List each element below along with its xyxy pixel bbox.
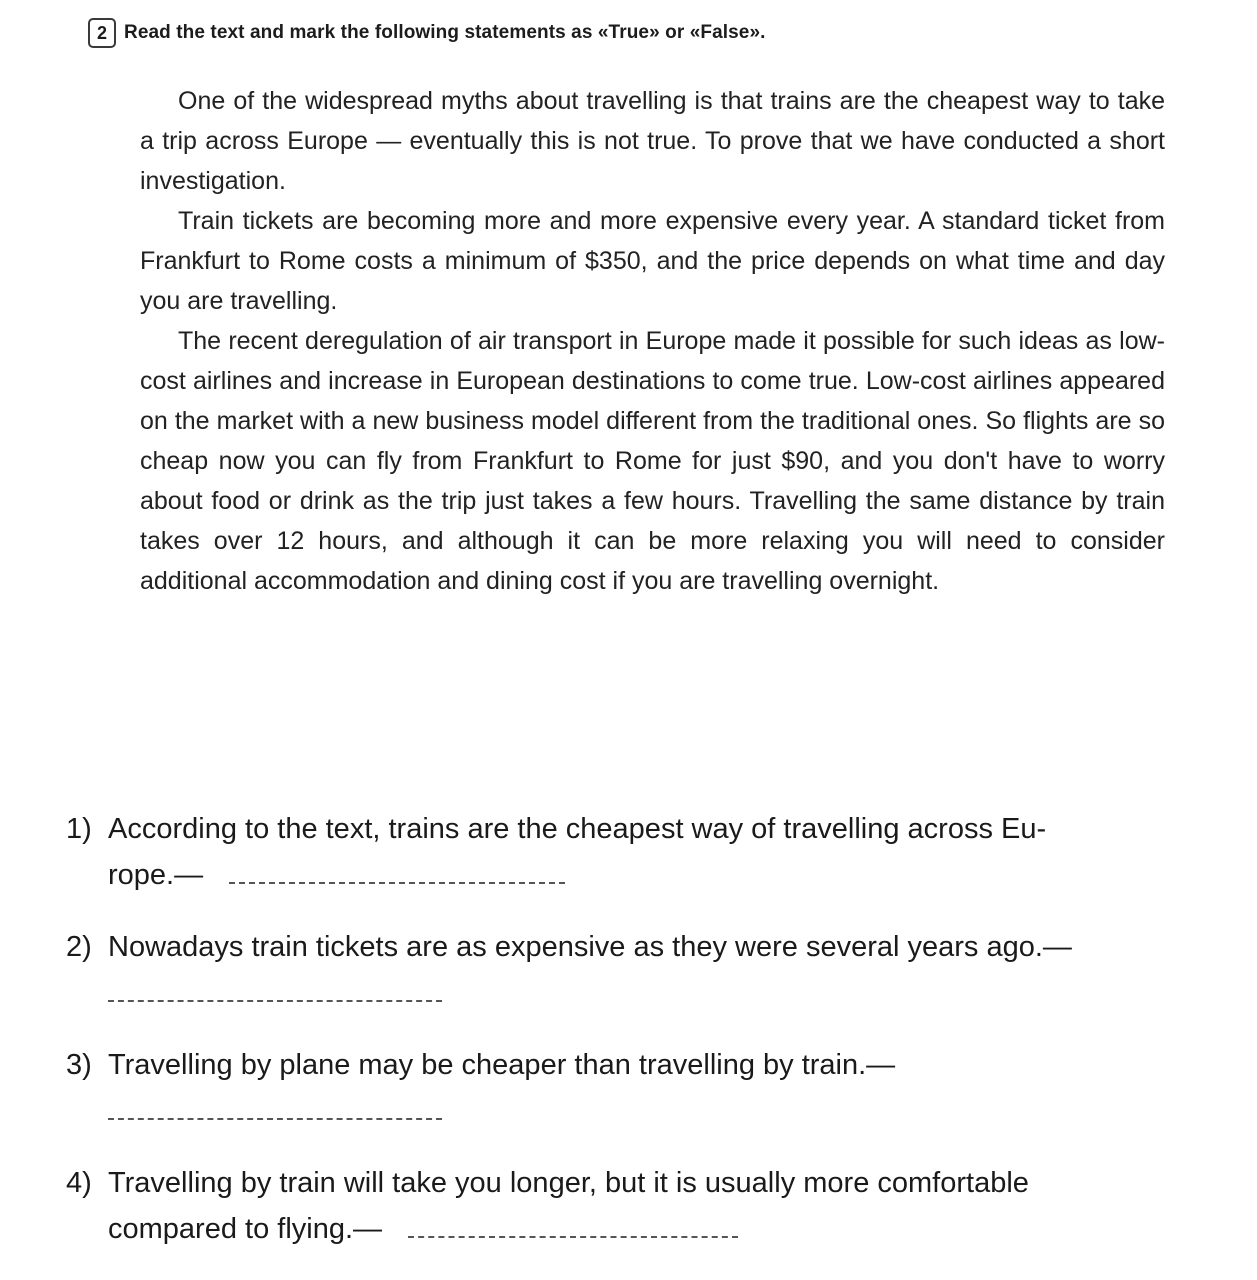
reading-text [140, 81, 1165, 601]
paragraph: Train tickets are becoming more and more expensive every year. A standard ticket from Frankfurt to Rome costs a minimum of $350, and the price depends on what time and day you are travelling. [140, 207, 1165, 315]
statement-text: According to the text, trains are the cheapest way of travelling across Eu- [108, 813, 1047, 845]
answer-blank-2[interactable] [108, 994, 442, 1002]
statement-1 [66, 806, 1146, 898]
statement-number: 4) [66, 1167, 92, 1199]
answer-blank-4[interactable] [408, 1230, 738, 1238]
task-header [88, 18, 766, 48]
statement-number: 2) [66, 931, 92, 963]
statement-text: compared to flying.— [108, 1213, 383, 1245]
statement-text: Travelling by plane may be cheaper than travelling by train.— [108, 1049, 896, 1081]
task-instruction: Read the text and mark the following statements as «True» or «False». [124, 22, 766, 43]
statement-3 [66, 1042, 1146, 1134]
paragraph: The recent deregulation of air transport in Europe made it possible for such ideas as low-cost airlines and increase in European destinations to come true. Low-cost airlines appeared on the market with a new business model different from the traditional ones. So flights are so cheap now you can fly from Frankfurt to Rome for just $90, and you don't have to worry about food or drink as the trip just takes a few hours. Travelling the same distance by train takes over 12 hours, and although it can be more relaxing you will need to consider additional accommodation and dining cost if you are travelling overnight. [140, 327, 1165, 595]
statement-text: rope.— [108, 859, 204, 891]
answer-blank-1[interactable] [229, 876, 565, 884]
statement-text: Travelling by train will take you longer, but it is usually more comfortable [108, 1167, 1029, 1199]
answer-blank-3[interactable] [108, 1112, 442, 1120]
statement-number: 1) [66, 813, 92, 845]
paragraph: One of the widespread myths about travelling is that trains are the cheapest way to take a trip across Europe — eventually this is not true. To prove that we have conducted a short investigation. [140, 87, 1165, 195]
task-number-box: 2 [88, 18, 116, 48]
statement-text: Nowadays train tickets are as expensive as they were several years ago.— [108, 931, 1072, 963]
statement-2 [66, 924, 1146, 1016]
statement-4 [66, 1160, 1146, 1252]
statement-number: 3) [66, 1049, 92, 1081]
